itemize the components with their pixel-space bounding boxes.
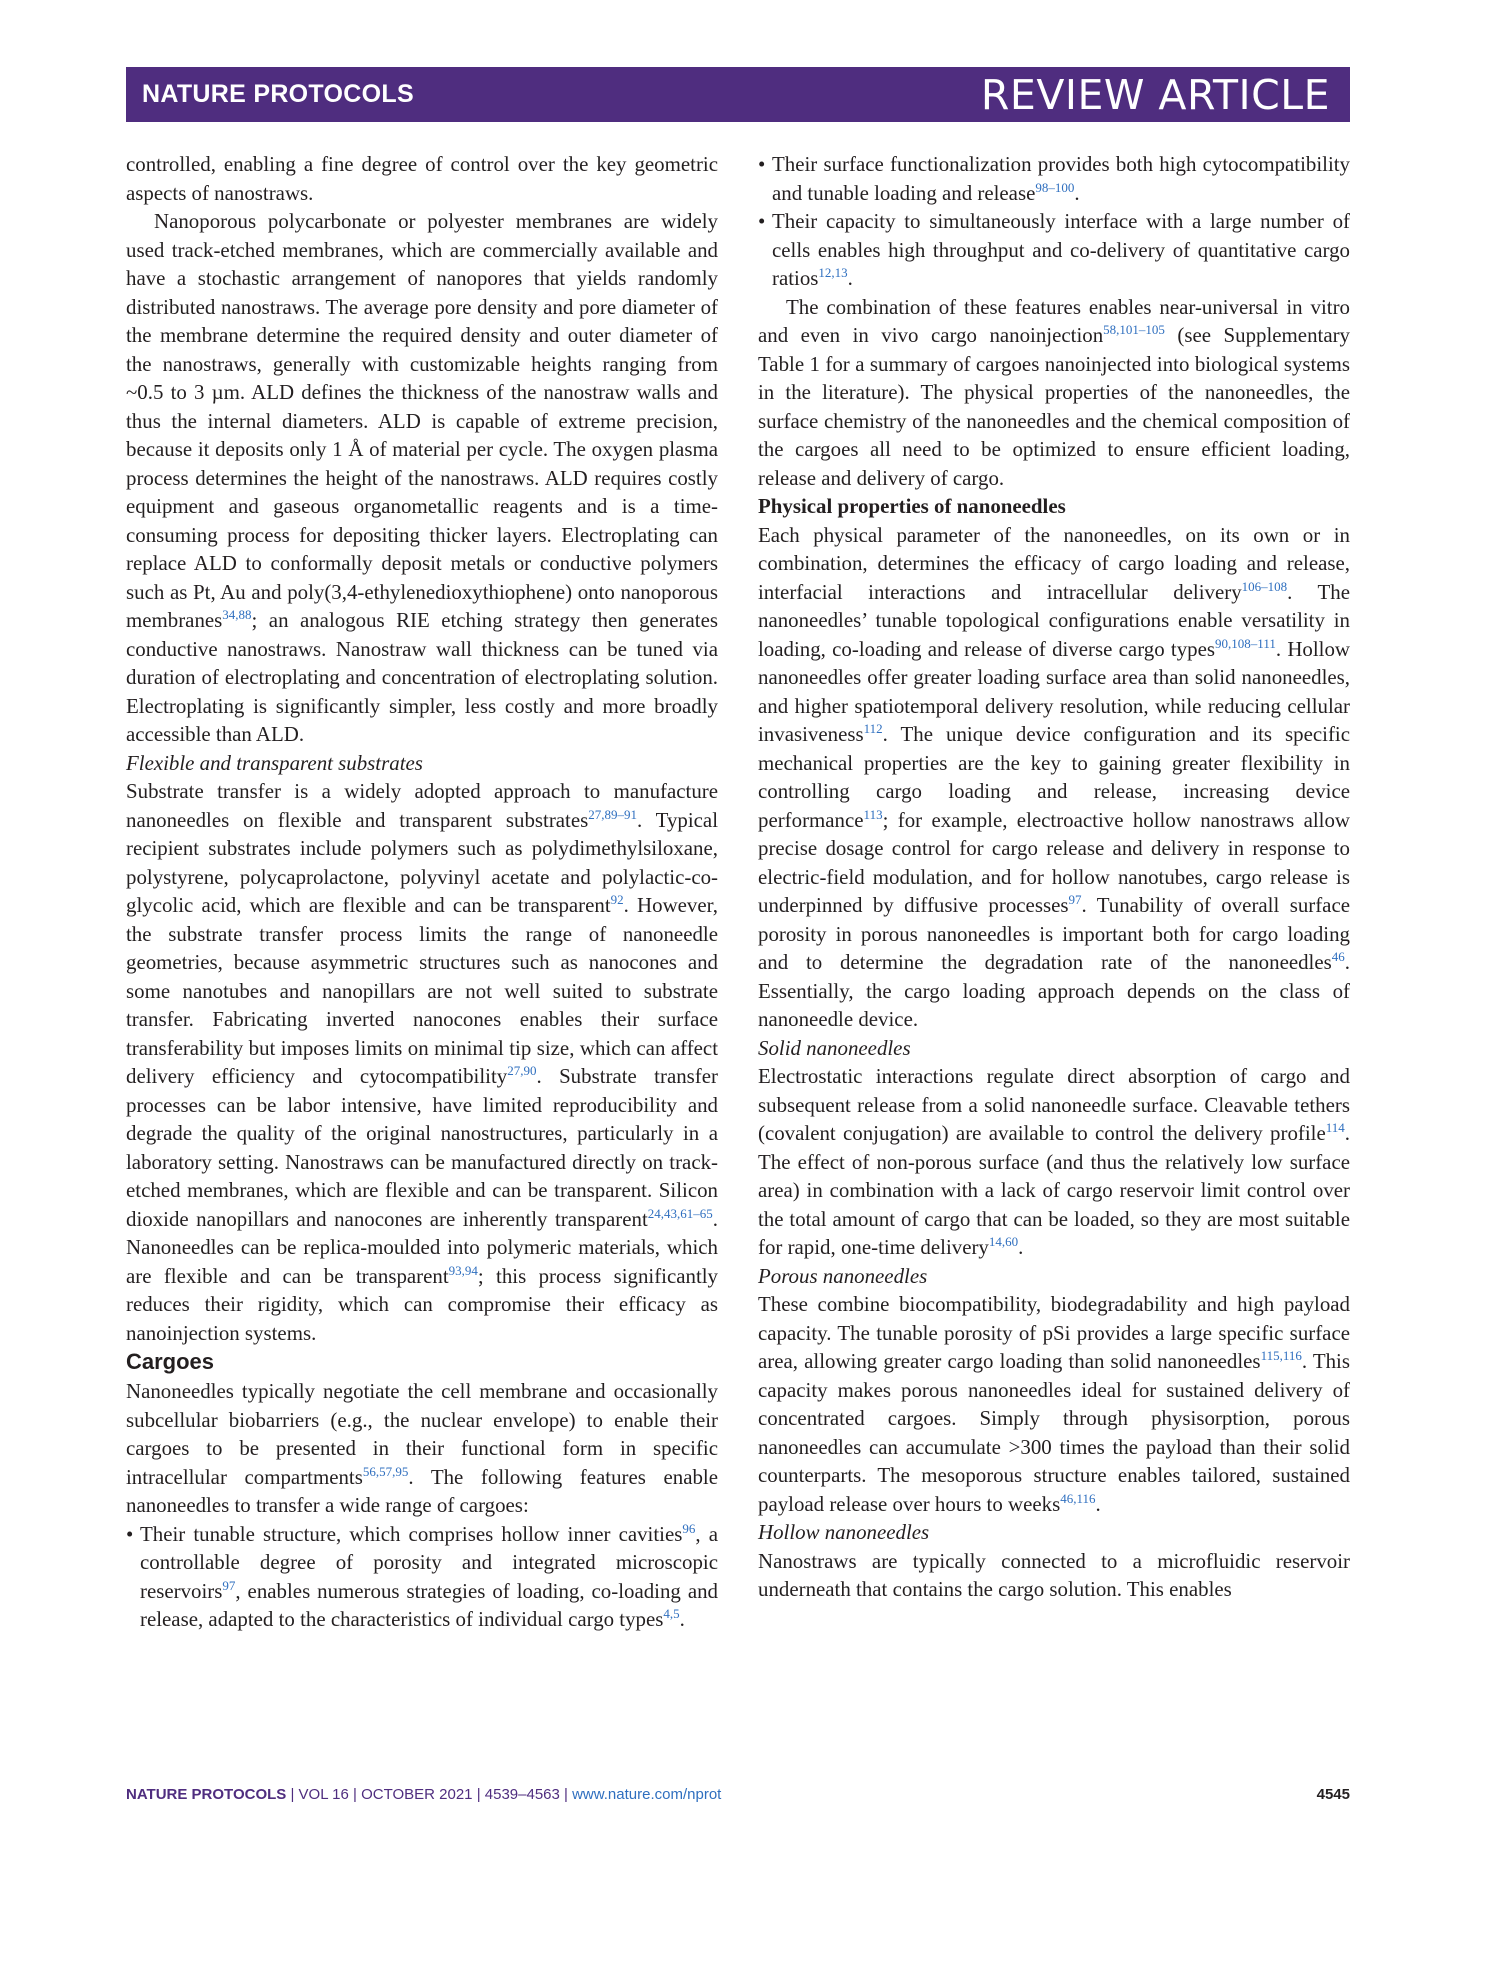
list-item: • Their tunable structure, which comprises hollow inner cavities$^{96}$, a controllable degree of porosity and integrated microscopic reservoirs$^{97}$, enables numerous strategies of loading, co-loading and release, adapted to the characteristics of individual cargo types$^{4,5}$. bbox=[126, 1520, 718, 1634]
paragraph: controlled, enabling a fine degree of control over the key geometric aspects of nanostraws. bbox=[126, 152, 718, 205]
right-column bbox=[758, 150, 1350, 1604]
paragraph: Substrate transfer is a widely adopted approach to manufacture nanoneedles on flexible and transparent substrates$^{27,89-91}$. Typical recipient substrates include polymers such as polydimethylsiloxane, polystyrene, polycaprolactone, polyvinyl acetate and polylactic-co-glycolic acid, which are flexible and can be transparent$^{92}$. However, the substrate transfer process limits the range of nanoneedle geometries, because asymmetric structures such as nanocones and some nanotubes and nanopillars are not well suited to substrate transfer. Fabricating inverted nanocones enables their surface transferability but imposes limits on minimal tip size, which can affect delivery efficiency and cytocompatibility$^{27,90}$. Substrate transfer processes can be labor intensive, have limited reproducibility and degrade the quality of the original nanostructures, particularly in a laboratory setting. Nanostraws can be manufactured directly on track-etched membranes, which are flexible and can be transparent. Silicon dioxide nanopillars and nanocones are inherently transparent$^{24,43,61-65}$. Nanoneedles can be replica-moulded into polymeric materials, which are flexible and can be transparent$^{93,94}$; this process significantly reduces their rigidity, which can compromise their efficacy as nanoinjection systems. bbox=[126, 779, 719, 1345]
citation[interactable]: 12,13 bbox=[818, 265, 848, 280]
citation[interactable]: 92 bbox=[610, 892, 624, 907]
paragraph: Electrostatic interactions regulate direct absorption of cargo and subsequent release from a solid nanoneedle surface. Cleavable tethers (covalent conjugation) are available to control the delivery profile$^{114}$. The effect of non-porous surface (and thus the relatively low surface area) in combination with a lack of cargo reservoir limit control over the total amount of cargo that can be loaded, so they are most suitable for rapid, one-time delivery$^{14,60}$. bbox=[758, 1064, 1350, 1259]
footer-pages: 4539–4563 bbox=[484, 1786, 560, 1803]
citation[interactable]: 90,108–111 bbox=[1215, 635, 1276, 651]
citation[interactable]: 14,60 bbox=[988, 1234, 1019, 1249]
footer-journal: NATURE PROTOCOLS bbox=[126, 1786, 287, 1803]
page-number: 4545 bbox=[1316, 1786, 1350, 1803]
section-heading: Cargoes bbox=[126, 1349, 215, 1374]
subsection-heading: Hollow nanoneedles bbox=[758, 1520, 930, 1544]
feature-list bbox=[126, 1520, 718, 1634]
paragraph: Nanoporous polycarbonate or polyester membranes are widely used track-etched membranes, which are commercially available and have a stochastic arrangement of nanopores that yields randomly distributed nanostraws. The average pore density and pore diameter of the membrane determine the required density and outer diameter of the nanostraws, generally with customizable heights ranging from ~0.5 to 3 µm. ALD defines the thickness of the nanostraw walls and thus the internal diameters. ALD is capable of extreme precision, because it deposits only 1 Å of material per cycle. The oxygen plasma process determines the height of the nanostraws. ALD requires costly equipment and gaseous organometallic reagents and is a time-consuming process for depositing thicker layers. Electroplating can replace ALD to conformally deposit metals or conductive polymers such as Pt, Au and poly(3,4-ethylenedioxythiophene) onto nanoporous membranes$^{34,88}$; an analogous RIE etching strategy then generates conductive nanostraws. Nanostraw wall thickness can be tuned via duration of electroplating and concentration of electroplating solution. Electroplating is significantly simpler, less costly and more broadly accessible than ALD. bbox=[126, 209, 718, 746]
citation[interactable]: 113 bbox=[863, 806, 883, 822]
header-bar bbox=[126, 67, 1350, 122]
citation[interactable]: 56,57,95 bbox=[362, 1463, 409, 1479]
citation[interactable]: 46,116 bbox=[1060, 1490, 1096, 1506]
footer-url-link[interactable]: www.nature.com/nprot bbox=[572, 1786, 722, 1803]
citation[interactable]: 27,89–91 bbox=[588, 806, 638, 822]
paragraph: The combination of these features enables near-universal in vitro and even in vivo cargo nanoinjection$^{58,101-105}$ (see Supplementary Table 1 for a summary of cargoes nanoinjected into biological systems in the literature). The physical properties of the nanoneedles, the surface chemistry of the nanoneedles and the chemical composition of the cargoes all need to be optimized to ensure efficient loading, release and delivery of cargo. bbox=[758, 294, 1350, 490]
article-type: REVIEW ARTICLE bbox=[980, 71, 1330, 119]
paragraph: These combine biocompatibility, biodegradability and high payload capacity. The tunable porosity of pSi provides a large specific surface area, allowing greater cargo loading than solid nanoneedles$^{115,116}$. This capacity makes porous nanoneedles ideal for sustained delivery of concentrated cargoes. Simply through physisorption, porous nanoneedles can accumulate >300 times the payload than their solid counterparts. The mesoporous structure enables tailored, sustained payload release over hours to weeks$^{46,116}$. bbox=[758, 1292, 1350, 1516]
journal-name: NATURE PROTOCOLS bbox=[142, 80, 414, 108]
citation[interactable]: 24,43,61–65 bbox=[647, 1205, 713, 1221]
citation[interactable]: 112 bbox=[863, 721, 883, 736]
paragraph: Nanoneedles typically negotiate the cell membrane and occasionally subcellular biobarriers (e.g., the nuclear envelope) to enable their cargoes to be presented in their functional form in specific intracellular compartments$^{56,57,95}$. The following features enable nanoneedles to transfer a wide range of cargoes: bbox=[126, 1379, 718, 1517]
paragraph: Nanostraws are typically connected to a microfluidic reservoir underneath that contains the cargo solution. This enables bbox=[758, 1548, 1350, 1601]
citation[interactable]: 96 bbox=[682, 1520, 696, 1536]
citation[interactable]: 115,116 bbox=[1260, 1348, 1302, 1363]
feature-list-continued bbox=[758, 150, 1350, 293]
citation[interactable]: 34,88 bbox=[222, 607, 252, 622]
citation[interactable]: 106–108 bbox=[1241, 578, 1288, 594]
footer-date: OCTOBER 2021 bbox=[361, 1786, 473, 1803]
citation[interactable]: 114 bbox=[1325, 1120, 1345, 1135]
citation[interactable]: 58,101–105 bbox=[1103, 322, 1165, 337]
subsection-heading: Flexible and transparent substrates bbox=[126, 750, 423, 775]
citation[interactable]: 93,94 bbox=[448, 1262, 478, 1278]
citation[interactable]: 98–100 bbox=[1035, 179, 1075, 195]
subsection-heading: Physical properties of nanoneedles bbox=[758, 494, 1066, 518]
citation[interactable]: 27,90 bbox=[507, 1063, 537, 1078]
page-footer: NATURE PROTOCOLS | VOL 16 | OCTOBER 2021 | 4539–4563 | www.nature.com/nprot 4545 bbox=[126, 1786, 1350, 1803]
subsection-heading: Porous nanoneedles bbox=[758, 1263, 928, 1288]
citation[interactable]: 97 bbox=[222, 1577, 236, 1593]
subsection-heading: Solid nanoneedles bbox=[758, 1035, 911, 1060]
citation[interactable]: 4,5 bbox=[663, 1606, 680, 1621]
list-item: • Their surface functionalization provides both high cytocompatibility and tunable loading and release$^{98-100}$. bbox=[758, 150, 1350, 207]
paragraph: Each physical parameter of the nanoneedles, on its own or in combination, determines the efficacy of cargo loading and release, interfacial interactions and intracellular delivery$^{106-108}$. The nanoneedles’ tunable topological configurations enable versatility in loading, co-loading and release of diverse cargo types$^{90,108-111}$. Hollow nanoneedles offer greater loading surface area than solid nanoneedles, and higher spatiotemporal delivery resolution, while reducing cellular invasiveness$^{112}$. The unique device configuration and its specific mechanical properties are the key to gaining greater flexibility in controlling cargo loading and release, increasing device performance$^{113}$; for example, electroactive hollow nanostraws allow precise dosage control for cargo release and delivery in response to electric-field modulation, and for hollow nanotubes, cargo release is underpinned by diffusive processes$^{97}$. Tunability of overall surface porosity in porous nanoneedles is important both for cargo loading and to determine the degradation rate of the nanoneedles$^{46}$. Essentially, the cargo loading approach depends on the class of nanoneedle device. bbox=[758, 522, 1351, 1031]
footer-volume: VOL 16 bbox=[298, 1786, 349, 1803]
citation[interactable]: 46 bbox=[1331, 949, 1345, 964]
left-column bbox=[126, 150, 718, 1634]
list-item: • Their capacity to simultaneously interface with a large number of cells enables high throughput and co-delivery of quantitative cargo ratios$^{12,13}$. bbox=[758, 207, 1350, 293]
citation[interactable]: 97 bbox=[1068, 892, 1082, 907]
